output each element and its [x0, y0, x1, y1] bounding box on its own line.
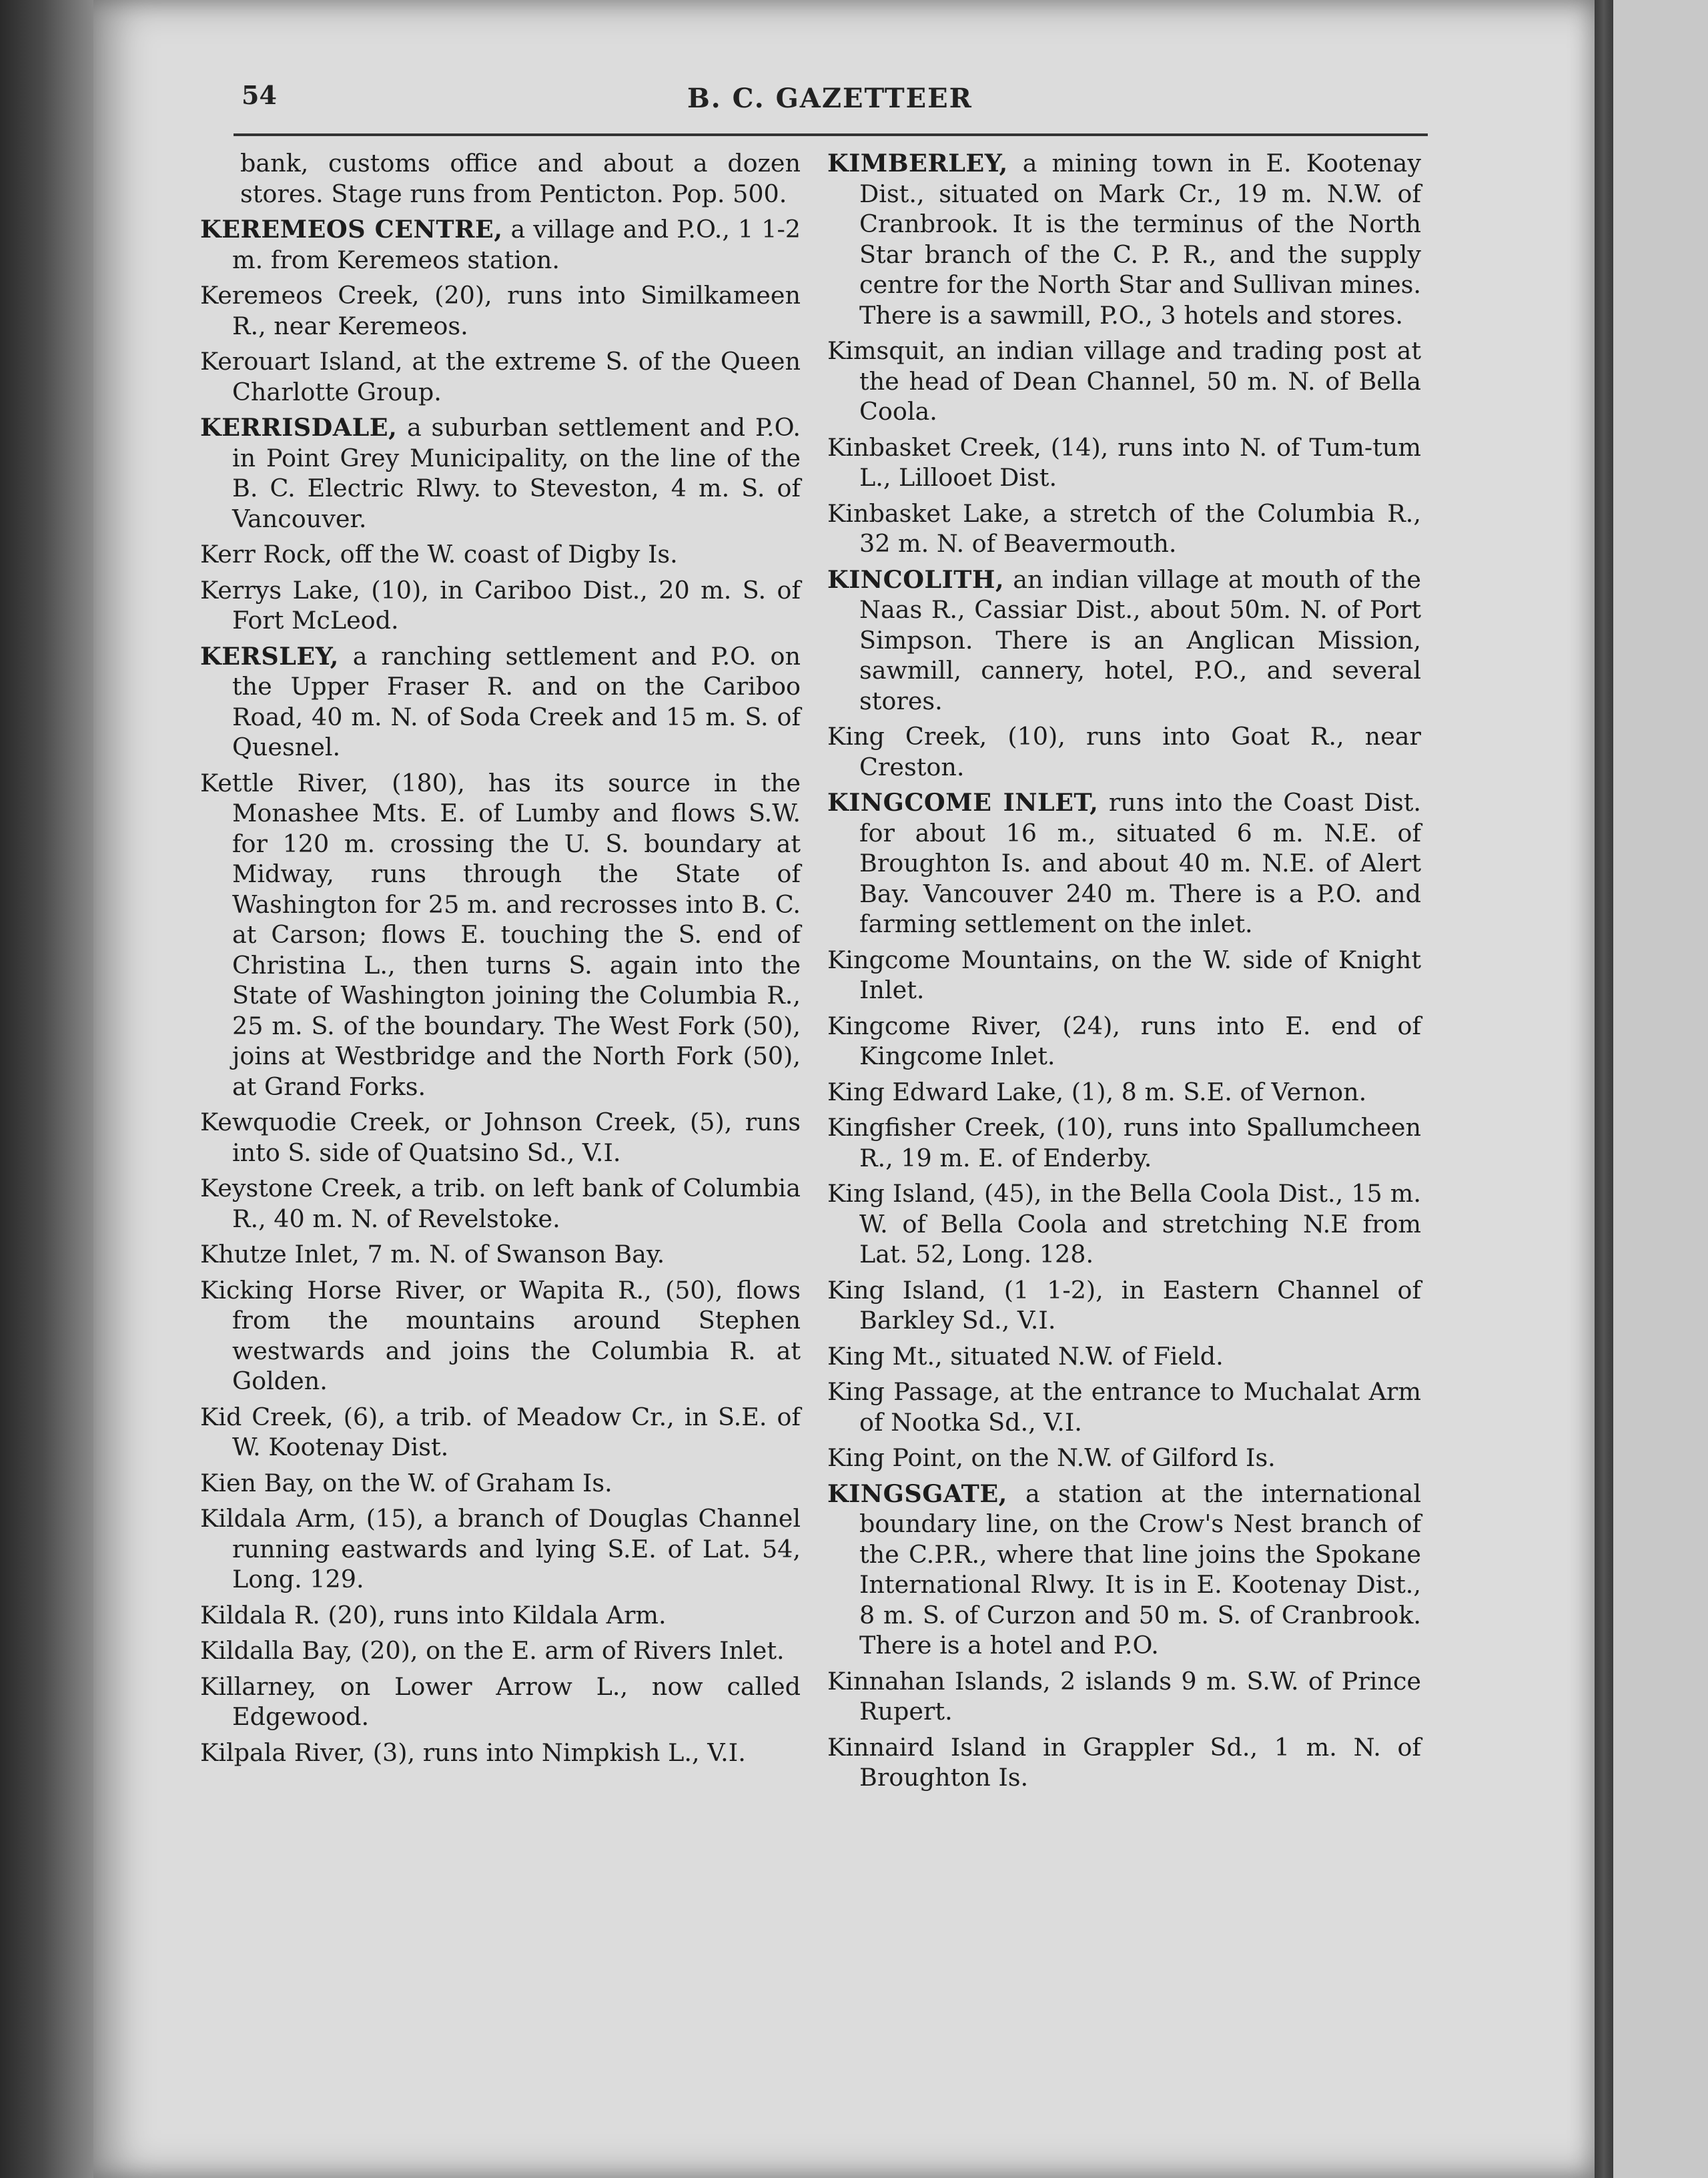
entry-text: King Point, on the N.W. of Gilford Is.	[827, 1443, 1276, 1472]
page-number: 54	[242, 80, 277, 110]
facing-page-margin	[1613, 0, 1708, 2178]
gazetteer-entry	[200, 1503, 801, 1595]
entry-text: a station at the international boundary line, on the Crow's Nest branch of the C.P.R., where that line joins the Spokane International Rlwy. It is in E. Kootenay Dist., 8 m. S. of Curzon and 50 m. S. of Cranbrook. There is a hotel and P.O.	[859, 1479, 1421, 1660]
gazetteer-entry	[827, 1377, 1421, 1437]
gazetteer-entry	[200, 1600, 801, 1631]
gazetteer-entry	[827, 148, 1421, 330]
entry-text: Kerr Rock, off the W. coast of Digby Is.	[200, 540, 678, 569]
entry-text: Kettle River, (180), has its source in the Monashee Mts. E. of Lumby and flows S.W. for 120 m. crossing the U. S. boundary at Midway, runs through the State of Washington for 25 m. and recrosses into B. C. at Carson; flows E. touching the S. end of Christina L., then turns S. again into the State of Washington joining the Columbia R., 25 m. S. of the boundary. The West Fork (50), joins at Westbridge and the North Fork (50), at Grand Forks.	[200, 768, 801, 1101]
entry-text: a mining town in E. Kootenay Dist., situated on Mark Cr., 19 m. N.W. of Cranbrook. It is the terminus of the North Star branch of the C. P. R., and the supply centre for the North Star and Sullivan mines. There is a sawmill, P.O., 3 hotels and stores.	[859, 149, 1421, 330]
gazetteer-entry	[827, 565, 1421, 717]
entry-text: Kimsquit, an indian village and trading post at the head of Dean Channel, 50 m. N. of Bella Coola.	[827, 336, 1421, 426]
entry-text: King Edward Lake, (1), 8 m. S.E. of Vernon.	[827, 1077, 1367, 1106]
entry-text: Kingcome River, (24), runs into E. end of Kingcome Inlet.	[827, 1011, 1421, 1070]
gazetteer-entry	[827, 1732, 1421, 1793]
gazetteer-entry	[200, 148, 801, 209]
gazetteer-entry	[200, 1468, 801, 1499]
entry-text: Kildalla Bay, (20), on the E. arm of Rivers Inlet.	[200, 1636, 785, 1665]
entry-text: Kien Bay, on the W. of Graham Is.	[200, 1468, 612, 1497]
gazetteer-entry	[200, 1173, 801, 1234]
entry-text: Kingfisher Creek, (10), runs into Spallumcheen R., 19 m. E. of Enderby.	[827, 1113, 1421, 1172]
gazetteer-entry	[827, 787, 1421, 940]
gazetteer-entry	[827, 1112, 1421, 1173]
entry-headword: KINGCOME INLET,	[827, 788, 1099, 817]
entry-headword: KEREMEOS CENTRE,	[200, 215, 503, 244]
gazetteer-entry	[827, 1341, 1421, 1372]
gazetteer-entry	[827, 721, 1421, 782]
gazetteer-entry	[200, 1275, 801, 1397]
gazetteer-entry	[200, 412, 801, 534]
entry-text: King Passage, at the entrance to Muchalat Arm of Nootka Sd., V.I.	[827, 1377, 1421, 1437]
entry-headword: KERSLEY,	[200, 641, 339, 671]
gazetteer-entry	[827, 1666, 1421, 1727]
book-binding-edge	[1595, 0, 1613, 2178]
gazetteer-entry	[200, 768, 801, 1102]
gazetteer-entry	[827, 336, 1421, 427]
left-column	[200, 148, 801, 1773]
gazetteer-entry	[827, 1479, 1421, 1661]
entry-text: Kilpala River, (3), runs into Nimpkish L., V.I.	[200, 1738, 746, 1767]
gazetteer-entry	[200, 346, 801, 407]
entry-text: a suburban settlement and P.O. in Point Grey Municipality, on the line of the B. C. Electric Rlwy. to Steveston, 4 m. S. of Vancouver.	[232, 413, 801, 533]
gazetteer-entry	[200, 1738, 801, 1768]
entry-text: a ranching settlement and P.O. on the Upper Fraser R. and on the Cariboo Road, 40 m. N. of Soda Creek and 15 m. S. of Quesnel.	[232, 641, 801, 761]
entry-text: Kinbasket Lake, a stretch of the Columbia R., 32 m. N. of Beavermouth.	[827, 498, 1421, 558]
gazetteer-entry	[200, 1107, 801, 1168]
entry-text: Kingcome Mountains, on the W. side of Knight Inlet.	[827, 945, 1421, 1004]
entry-text: King Mt., situated N.W. of Field.	[827, 1341, 1224, 1371]
gazetteer-entry	[200, 280, 801, 341]
header-rule	[234, 133, 1428, 136]
gazetteer-entry	[200, 641, 801, 763]
right-column	[827, 148, 1421, 1798]
gazetteer-entry	[827, 1178, 1421, 1270]
running-title: B. C. GAZETTEER	[687, 83, 973, 114]
entry-text: King Island, (45), in the Bella Coola Dist., 15 m. W. of Bella Coola and stretching N.E from Lat. 52, Long. 128.	[827, 1179, 1421, 1268]
entry-text: Keystone Creek, a trib. on left bank of Columbia R., 40 m. N. of Revelstoke.	[200, 1174, 801, 1233]
entry-text: Kinnaird Island in Grappler Sd., 1 m. N. of Broughton Is.	[827, 1732, 1421, 1792]
gazetteer-entry	[827, 1077, 1421, 1108]
entry-text: an indian village at mouth of the Naas R., Cassiar Dist., about 50m. N. of Port Simpson. There is an Anglican Mission, sawmill, cannery, hotel, P.O., and several stores.	[859, 565, 1421, 715]
entry-text: Kinbasket Creek, (14), runs into N. of Tum-tum L., Lillooet Dist.	[827, 432, 1421, 492]
gazetteer-entry	[827, 432, 1421, 493]
entry-text: a village and P.O., 1 1-2 m. from Keremeos station.	[232, 215, 801, 274]
entry-text: King Island, (1 1-2), in Eastern Channel of Barkley Sd., V.I.	[827, 1275, 1421, 1335]
entry-text: Killarney, on Lower Arrow L., now called Edgewood.	[200, 1672, 801, 1731]
entry-text: Kid Creek, (6), a trib. of Meadow Cr., in S.E. of W. Kootenay Dist.	[200, 1402, 801, 1461]
gazetteer-entry	[200, 539, 801, 570]
entry-text: Kildala R. (20), runs into Kildala Arm.	[200, 1600, 667, 1629]
gazetteer-entry	[200, 1239, 801, 1270]
entry-text: Kerouart Island, at the extreme S. of the Queen Charlotte Group.	[200, 347, 801, 406]
entry-headword: KERRISDALE,	[200, 413, 398, 442]
entry-text: Kildala Arm, (15), a branch of Douglas Channel running eastwards and lying S.E. of Lat. 54, Long. 129.	[200, 1504, 801, 1593]
gazetteer-entry	[827, 1443, 1421, 1473]
gazetteer-entry	[200, 1672, 801, 1732]
gazetteer-entry	[200, 575, 801, 636]
entry-text: Keremeos Creek, (20), runs into Similkameen R., near Keremeos.	[200, 281, 801, 340]
gazetteer-entry	[200, 1402, 801, 1463]
entry-text: Khutze Inlet, 7 m. N. of Swanson Bay.	[200, 1240, 665, 1268]
entry-text: Kewquodie Creek, or Johnson Creek, (5), runs into S. side of Quatsino Sd., V.I.	[200, 1108, 801, 1167]
gazetteer-entry	[827, 945, 1421, 1006]
entry-text: Kerrys Lake, (10), in Cariboo Dist., 20 m. S. of Fort McLeod.	[200, 575, 801, 635]
gazetteer-entry	[827, 1275, 1421, 1336]
scan-left-edge	[0, 0, 93, 2178]
entry-text: runs into the Coast Dist. for about 16 m., situated 6 m. N.E. of Broughton Is. and about 40 m. N.E. of Alert Bay. Vancouver 240 m. There is a P.O. and farming settlement on the inlet.	[859, 788, 1421, 938]
entry-text: King Creek, (10), runs into Goat R., near Creston.	[827, 722, 1421, 781]
gazetteer-entry	[827, 498, 1421, 559]
entry-headword: KINCOLITH,	[827, 565, 1005, 594]
entry-headword: KIMBERLEY,	[827, 149, 1008, 177]
entry-headword: KINGSGATE,	[827, 1479, 1007, 1508]
gazetteer-entry	[200, 214, 801, 275]
entry-text: bank, customs office and about a dozen stores. Stage runs from Penticton. Pop. 500.	[240, 149, 801, 208]
entry-text: Kicking Horse River, or Wapita R., (50), flows from the mountains around Stephen westwards and joins the Columbia R. at Golden.	[200, 1275, 801, 1395]
entry-text: Kinnahan Islands, 2 islands 9 m. S.W. of Prince Rupert.	[827, 1666, 1421, 1726]
gazetteer-entry	[200, 1636, 801, 1666]
gazetteer-entry	[827, 1011, 1421, 1072]
